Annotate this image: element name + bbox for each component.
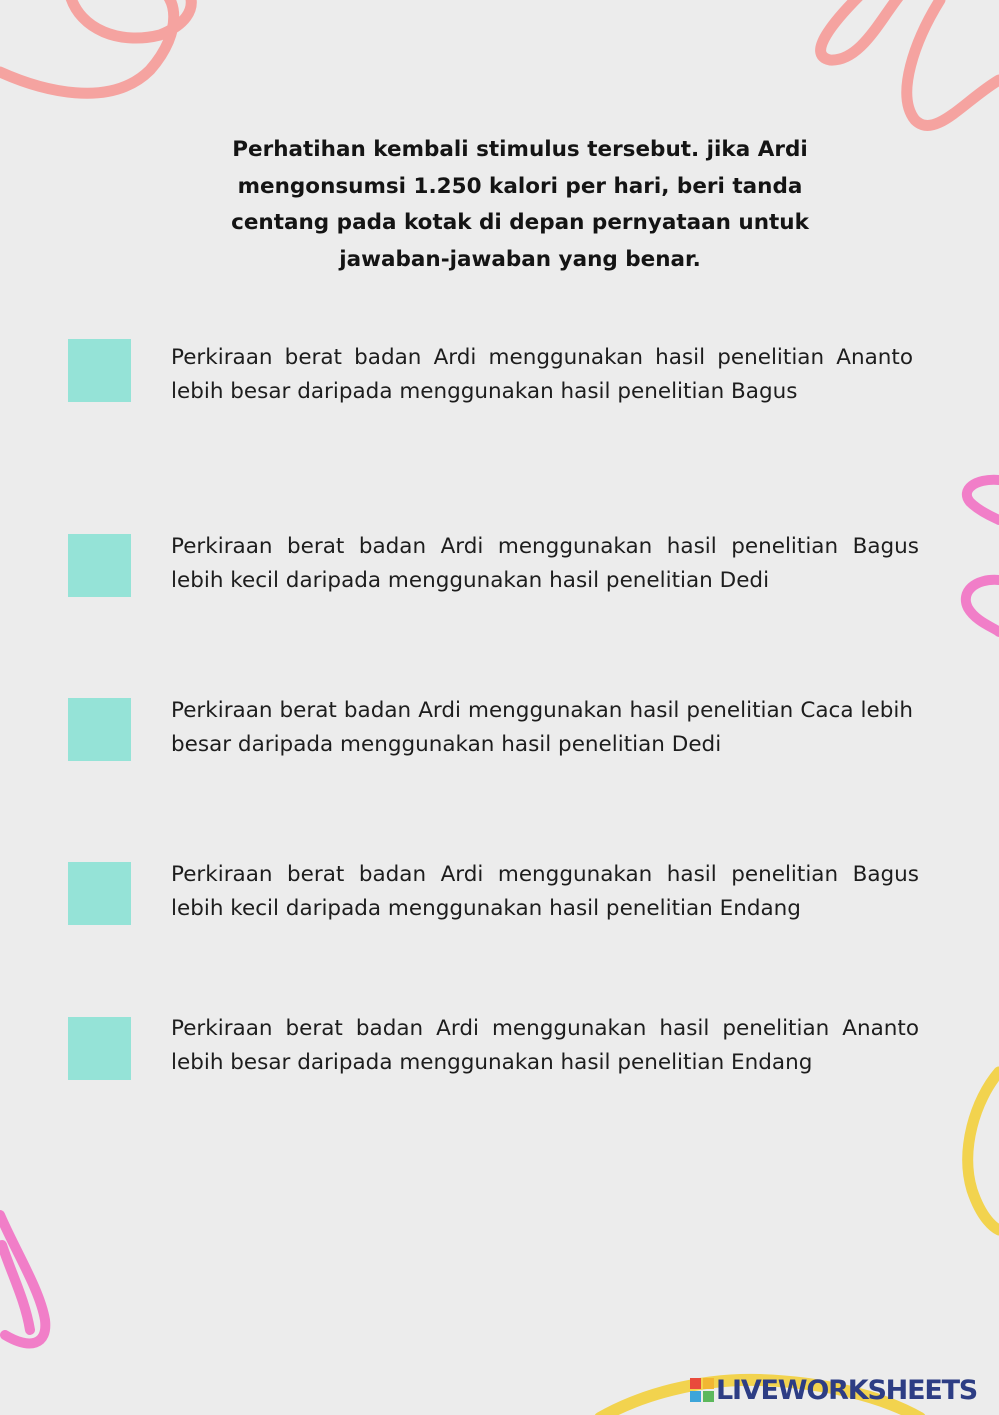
liveworksheets-watermark bbox=[690, 1372, 977, 1408]
option-statement-5: Perkiraan berat badan Ardi menggunakan hasil penelitian Ananto lebih besar daripada menggunakan hasil penelitian Endang bbox=[171, 1016, 919, 1075]
answer-checkbox-4[interactable] bbox=[68, 862, 131, 925]
answer-checkbox-1[interactable] bbox=[68, 339, 131, 402]
answer-checkbox-5[interactable] bbox=[68, 1017, 131, 1080]
option-statement-4: Perkiraan berat badan Ardi menggunakan hasil penelitian Bagus lebih kecil daripada menggunakan hasil penelitian Endang bbox=[171, 862, 919, 921]
coral-scribble-top-left bbox=[0, 0, 191, 93]
yellow-scribble-right bbox=[968, 1072, 999, 1230]
pink-scribble-right bbox=[966, 480, 999, 632]
option-statement-2: Perkiraan berat badan Ardi menggunakan hasil penelitian Bagus lebih kecil daripada menggunakan hasil penelitian Dedi bbox=[171, 534, 919, 593]
pink-scribble-left bbox=[0, 1215, 45, 1343]
option-statement-1: Perkiraan berat badan Ardi menggunakan hasil penelitian Ananto lebih besar daripada menggunakan hasil penelitian Bagus bbox=[171, 345, 913, 404]
coral-scribble-top-right bbox=[821, 0, 999, 125]
answer-checkbox-3[interactable] bbox=[68, 698, 131, 761]
instructions-text: Perhatihan kembali stimulus tersebut. jika Ardi mengonsumsi 1.250 kalori per hari, beri tanda centang pada kotak di depan pernyataan untuk jawaban-jawaban yang benar. bbox=[231, 137, 809, 272]
liveworksheets-logo-icon bbox=[690, 1378, 714, 1402]
answer-checkbox-2[interactable] bbox=[68, 534, 131, 597]
option-statement-3: Perkiraan berat badan Ardi menggunakan hasil penelitian Caca lebih besar daripada menggunakan hasil penelitian Dedi bbox=[171, 698, 913, 757]
watermark-text: LIVEWORKSHEETS bbox=[716, 1374, 978, 1406]
